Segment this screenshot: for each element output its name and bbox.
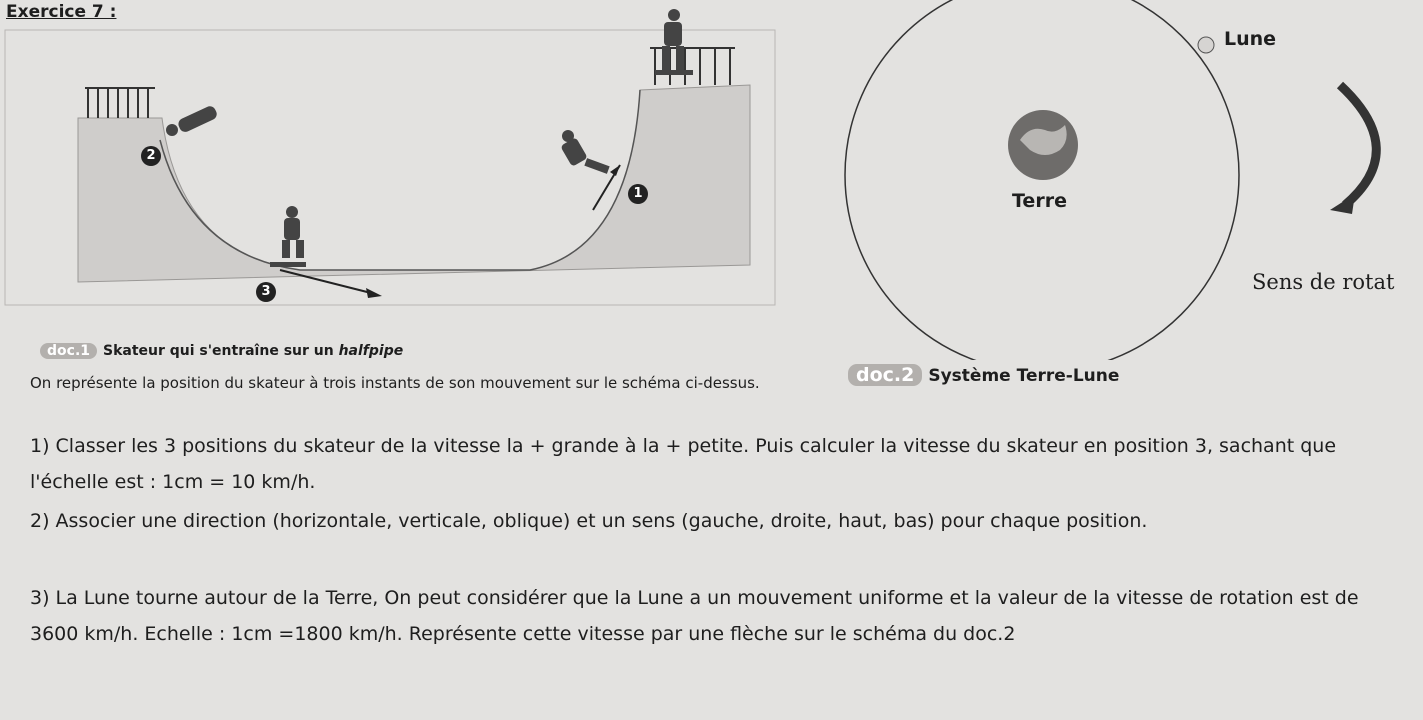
position-2-marker: 2 [141,146,161,166]
earth-label: Terre [1012,190,1067,212]
moon-label: Lune [1224,28,1277,50]
doc2-caption-text: Système Terre-Lune [928,366,1120,386]
doc1-caption-text: Skateur qui s'entraîne sur un [103,343,334,359]
exercise-title: Exercice 7 : [6,2,117,22]
doc1-caption-italic: halfpipe [338,343,404,359]
question-1: 1) Classer les 3 positions du skateur de la vitesse la + grande à la + petite. Puis calculer la vitesse du skateur en position 3, sachant que l'échelle est : 1cm = 10 km/h. [30,435,1337,493]
doc1-description: On représente la position du skateur à trois instants de son mouvement sur le schéma ci-dessus. [30,374,760,392]
doc2-caption [848,364,1119,386]
rotation-label: Sens de rotat [1252,270,1395,294]
question-2: 2) Associer une direction (horizontale, verticale, oblique) et un sens (gauche, droite, haut, bas) pour chaque position. [30,510,1148,532]
rotation-arrow-icon [1340,85,1376,205]
question-3: 3) La Lune tourne autour de la Terre, On peut considérer que la Lune a un mouvement uniforme et la valeur de la vitesse de rotation est de 3600 km/h. Echelle : 1cm =1800 km/h. Représente cette vitesse par une flèche sur le schéma du doc.2 [30,587,1359,645]
rotation-arrowhead [1330,194,1355,214]
moon-icon [1198,37,1214,53]
position-1-marker: 1 [628,184,648,204]
moon-orbit [845,0,1239,360]
doc2-badge: doc.2 [848,364,922,386]
position-3-marker: 3 [256,282,276,302]
doc1-badge: doc.1 [40,343,97,359]
